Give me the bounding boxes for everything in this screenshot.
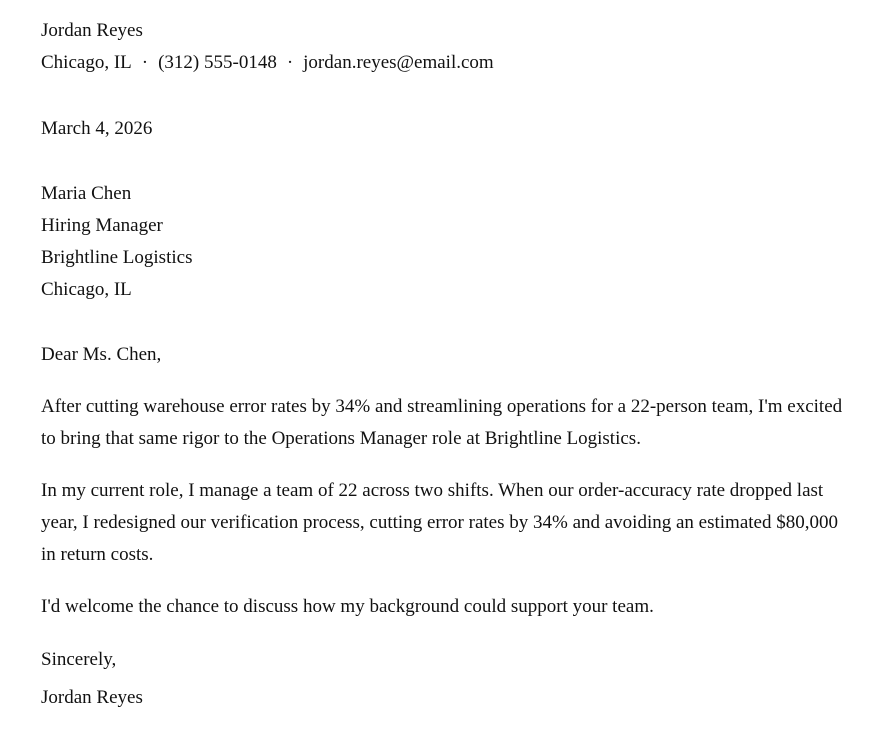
recipient-company: Brightline Logistics [41,247,193,268]
recipient-city: Chicago, IL [41,279,132,300]
body-paragraph-1: After cutting warehouse error rates by 34% and streamlining operations for a 22-person team, I'm excited to bring that same rigor to the Operations Manager role at Brightline Logistics. [41,396,843,449]
salutation: Dear Ms. Chen, [41,344,162,365]
body-paragraph-3: I'd welcome the chance to discuss how my background could support your team. [41,596,654,617]
closing: Sincerely, [41,649,117,670]
sender-contact-line [41,52,494,74]
body-paragraph-2: In my current role, I manage a team of 22 across two shifts. When our order-accuracy rate dropped last year, I redesigned our verification process, cutting error rates by 34% and avoiding an estimated $80,000 in return costs. [41,480,838,565]
letter-date: March 4, 2026 [41,118,153,139]
sender-email: jordan.reyes@email.com [303,52,494,73]
sender-city: Chicago, IL [41,52,132,73]
sender-phone: (312) 555-0148 [158,52,277,73]
signature: Jordan Reyes [41,687,143,708]
recipient-name: Maria Chen [41,183,132,204]
contact-separator: · [141,52,149,73]
recipient-title: Hiring Manager [41,215,163,236]
sender-name: Jordan Reyes [41,20,143,41]
contact-separator: · [286,52,294,73]
